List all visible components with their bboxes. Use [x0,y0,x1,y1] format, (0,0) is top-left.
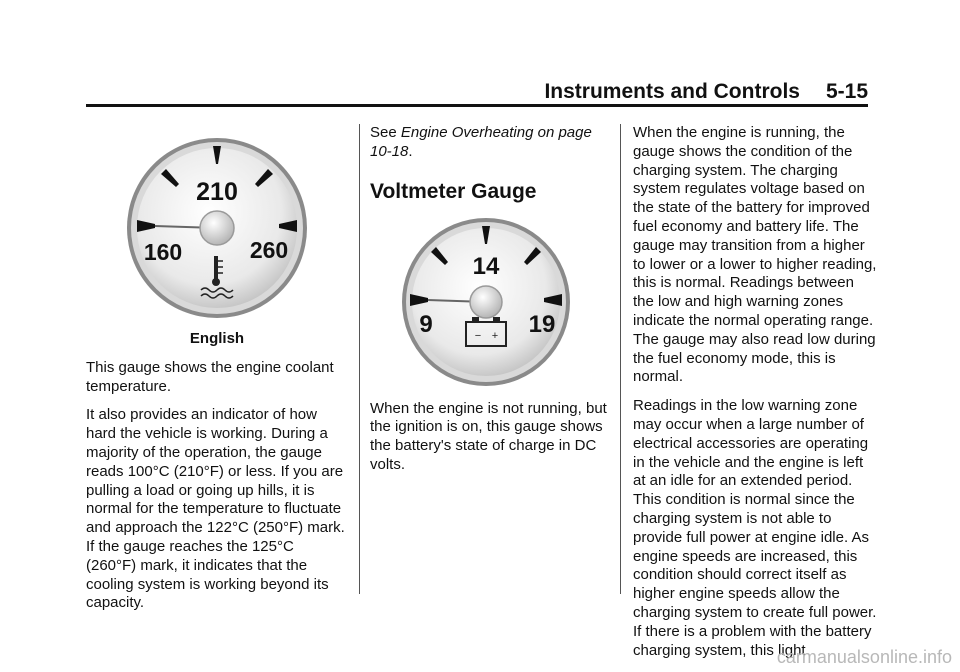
header-rule [86,104,868,107]
page-header [544,80,868,104]
cross-reference-link[interactable]: Engine Overheating on page 10-18 [370,124,592,160]
column-left [86,124,348,623]
see-suffix: . [408,142,413,160]
voltmeter-gauge [396,218,576,388]
figure-caption: English [189,330,245,347]
gauge-label-top: 210 [196,178,238,206]
gauge-label-high: 19 [528,310,556,338]
paragraph: This gauge shows the engine coolant temperature. [86,358,334,395]
coolant-temperature-gauge [127,128,307,324]
section-title: Instruments and Controls [544,80,800,103]
gauge-label-high: 260 [249,237,289,263]
battery-plus-label: + [491,329,499,342]
paragraph: It also provides an indicator of how hard the vehicle is working. During a majority of the operation, the gauge reads 100°C (210°F) or less. If you are pulling a load or going up hills, it is normal for the temperature to fluctuate and approach the 122°C (250°F) mark. If the gauge reaches the 125°C (260°F) mark, it indicates that the cooling system is working beyond its capacity. [86,406,345,612]
column-middle [370,124,610,485]
gauge-label-low: 9 [419,310,433,338]
section-heading: Voltmeter Gauge [370,179,537,203]
battery-minus-label: − [474,329,482,342]
page-number: 5-15 [825,80,868,103]
gauge-label-low: 160 [143,239,183,265]
see-prefix: See [370,124,401,141]
cross-reference [370,124,610,162]
column-right [633,124,877,670]
gauge-label-top: 14 [472,252,500,280]
watermark: carmanualsonline.info [776,647,952,667]
paragraph: When the engine is running, the gauge shows the condition of the charging system. The charging system regulates voltage based on the state of the battery for improved fuel economy and battery life. The gauge may transition from a higher to lower or a lower to higher reading, this is normal. Readings between the low and high warning zones indicate the normal operating range. The gauge may also read low during the fuel economy mode, this is normal. [633,124,877,386]
column-divider [620,124,621,594]
column-divider [359,124,360,594]
paragraph: Readings in the low warning zone may occur when a large number of electrical accessories are operating in the vehicle and the engine is left at an idle for an extended period. This condition is normal since the charging system is not able to provide full power at engine idle. As engine speeds are increased, this condition should correct itself as higher engine speeds allow the charging system to create full power. If there is a problem with the battery charging system, this light [633,397,877,659]
paragraph: When the engine is not running, but the ignition is on, this gauge shows the battery's state of charge in DC volts. [370,399,607,473]
